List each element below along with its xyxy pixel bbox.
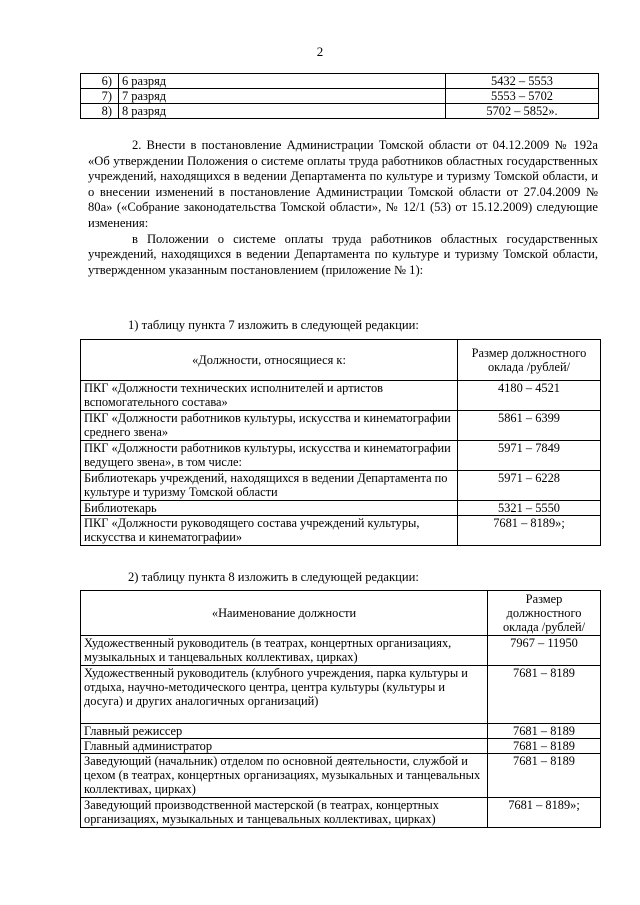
salary-range: 5971 – 6228 — [458, 471, 601, 501]
salary-range: 7681 – 8189 — [488, 739, 601, 754]
grade-name: 8 разряд — [119, 104, 446, 119]
salary-range: 7967 – 11950 — [488, 636, 601, 666]
position-name: Библиотекарь — [81, 501, 458, 516]
position-name: Художественный руководитель (клубного учреждения, парка культуры и отдыха, научно-методического центра, центра культуры (культуры и досуга) и других аналогичных организаций) — [81, 666, 488, 724]
position-name: ПКГ «Должности технических исполнителей и артистов вспомогательного состава» — [81, 381, 458, 411]
salary-range: 7681 – 8189 — [488, 666, 601, 724]
salary-range: 4180 – 4521 — [458, 381, 601, 411]
salary-range: 7681 – 8189 — [488, 754, 601, 798]
table-row — [81, 441, 601, 471]
row-number: 7) — [81, 89, 119, 104]
table-row — [81, 501, 601, 516]
row-number: 8) — [81, 104, 119, 119]
salary-range: 5321 – 5550 — [458, 501, 601, 516]
page-number: 2 — [316, 44, 324, 59]
table-row — [81, 74, 599, 89]
paragraph-regulation: в Положении о системе оплаты труда работников областных государственных учреждений, находящихся в ведении Департамента по культуре и туризму Томской области, утвержденном указанным постановлением (приложение № 1): — [88, 231, 598, 277]
position-name: Главный режиссер — [81, 724, 488, 739]
table-row — [81, 754, 601, 798]
table-row — [81, 104, 599, 119]
table-row — [81, 516, 601, 546]
item-1-text: 1) таблицу пункта 7 изложить в следующей редакции: — [128, 318, 419, 332]
position-name: Главный администратор — [81, 739, 488, 754]
row-number: 6) — [81, 74, 119, 89]
grade-name: 7 разряд — [119, 89, 446, 104]
table-row — [81, 381, 601, 411]
table-row — [81, 739, 601, 754]
table-row — [81, 666, 601, 724]
salary-range: 7681 – 8189 — [488, 724, 601, 739]
salary-range: 7681 – 8189»; — [458, 516, 601, 546]
column-header-position: «Наименование должности — [81, 591, 488, 636]
table-row — [81, 411, 601, 441]
column-header-salary: Размер должностного оклада /рублей/ — [488, 591, 601, 636]
grades-table — [80, 73, 599, 119]
grade-name: 6 разряд — [119, 74, 446, 89]
item-2-text: 2) таблицу пункта 8 изложить в следующей редакции: — [128, 570, 419, 584]
grade-range: 5432 – 5553 — [446, 74, 599, 89]
table-row — [81, 724, 601, 739]
column-header-salary: Размер должностного оклада /рублей/ — [458, 340, 601, 381]
position-name: ПКГ «Должности работников культуры, искусства и кинематографии ведущего звена», в том числе: — [81, 441, 458, 471]
salary-range: 7681 – 8189»; — [488, 798, 601, 828]
table-row — [81, 798, 601, 828]
position-name: Художественный руководитель (в театрах, концертных организациях, музыкальных и танцевальных коллективах, цирках) — [81, 636, 488, 666]
salary-range: 5971 – 7849 — [458, 441, 601, 471]
body-text — [88, 138, 598, 278]
table-row — [81, 636, 601, 666]
table-paragraph-7 — [80, 339, 601, 546]
column-header-positions: «Должности, относящиеся к: — [81, 340, 458, 381]
table-row — [81, 471, 601, 501]
table-row — [81, 89, 599, 104]
position-name: Заведующий производственной мастерской (в театрах, концертных организациях, музыкальных и танцевальных коллективах, цирках) — [81, 798, 488, 828]
position-name: Заведующий (начальник) отделом по основной деятельности, службой и цехом (в театрах, концертных организациях, музыкальных и танцевальных коллективах, цирках) — [81, 754, 488, 798]
paragraph-amendment: 2. Внести в постановление Администрации Томской области от 04.12.2009 № 192а «Об утверждении Положения о системе оплаты труда работников областных государственных учреждений, находящихся в ведении Департамента по культуре и туризму Томской области, и о внесении изменений в постановление Администрации Томской области от 27.04.2009 № 80а» («Собрание законодательства Томской области», № 12/1 (53) от 15.12.2009) следующие изменения: — [88, 138, 598, 230]
table-header-row — [81, 340, 601, 381]
table-paragraph-8 — [80, 590, 601, 828]
grade-range: 5702 – 5852». — [446, 104, 599, 119]
grade-range: 5553 – 5702 — [446, 89, 599, 104]
position-name: ПКГ «Должности руководящего состава учреждений культуры, искусства и кинематографии» — [81, 516, 458, 546]
salary-range: 5861 – 6399 — [458, 411, 601, 441]
position-name: Библиотекарь учреждений, находящихся в ведении Департамента по культуре и туризму Томской области — [81, 471, 458, 501]
position-name: ПКГ «Должности работников культуры, искусства и кинематографии среднего звена» — [81, 411, 458, 441]
table-header-row — [81, 591, 601, 636]
